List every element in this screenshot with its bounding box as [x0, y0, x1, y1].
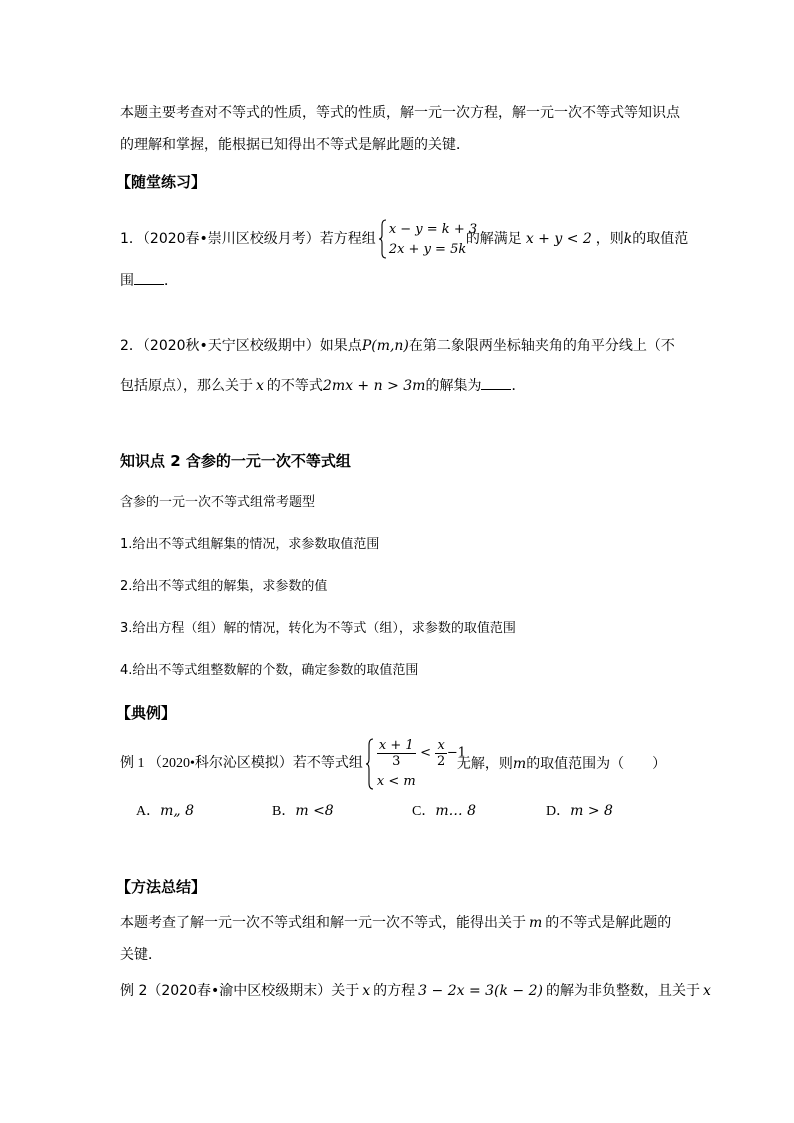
question-1-line-2: 围 ． — [120, 270, 178, 291]
system-inequality-2: x < m — [376, 774, 416, 789]
operator: < — [420, 745, 432, 761]
variable-m: m — [529, 915, 543, 931]
example-label: 例 1 （2020•科尔沁区模拟）若不等式组 — [120, 756, 363, 771]
option-d — [546, 800, 613, 820]
knowledge-item: 4.给出不等式组整数解的个数，确定参数的取值范围 — [120, 663, 419, 678]
question-source: （2020春•崇川区校级月考）若方程组 — [142, 231, 376, 247]
system-equation-1: x − y = k + 3 — [388, 222, 478, 237]
answer-blank — [134, 270, 164, 285]
text: 围 — [120, 273, 134, 289]
inequality: 2mx + n > 3m — [322, 378, 426, 394]
text: 包括原点），那么关于 — [120, 378, 253, 394]
inequality-system — [365, 738, 466, 790]
summary-line-2: 的理解和掌握，能根据已知得出不等式是解此题的关键． — [120, 137, 470, 153]
text: 的不等式是解此题的 — [545, 915, 672, 931]
option-value: m… 8 — [435, 803, 476, 819]
fraction — [435, 738, 446, 769]
knowledge-intro: 含参的一元一次不等式组常考题型 — [120, 495, 316, 510]
option-label: A． — [136, 804, 161, 819]
option-b — [272, 800, 334, 820]
option-value: m <8 — [295, 803, 334, 819]
option-c — [412, 800, 476, 820]
question-2-line-2: 包括原点），那么关于 x 的不等式2mx + n > 3m的解集为 ． — [120, 375, 525, 396]
text: 的解为非负整数，且关于 — [545, 983, 700, 999]
answer-blank — [481, 375, 511, 390]
equation-system — [378, 219, 478, 259]
variable-m: m — [512, 756, 527, 772]
equation: 3 − 2x = 3(k − 2) — [418, 983, 543, 999]
question-2-line-1 — [120, 336, 675, 356]
example-1 — [120, 738, 666, 790]
knowledge-item: 1.给出不等式组解集的情况，求参数取值范围 — [120, 537, 380, 552]
text: 的方程 — [373, 983, 416, 999]
system-inequality-1 — [377, 738, 466, 769]
text: 的取值范围为（ ） — [526, 756, 667, 772]
text: 的解满足 — [465, 231, 522, 247]
system-equation-2: 2x + y = 5k — [388, 242, 467, 257]
knowledge-item: 3.给出方程（组）解的情况，转化为不等式（组），求参数的取值范围 — [120, 621, 516, 636]
text: 的解集为 — [425, 378, 482, 394]
left-brace-icon — [365, 738, 375, 790]
example-heading: 【典例】 — [116, 704, 177, 722]
option-label: C． — [412, 804, 436, 819]
numerator: x + 1 — [378, 738, 414, 753]
condition: x + y < 2 — [525, 231, 592, 247]
variable-x: x — [702, 983, 711, 999]
question-number: 1． — [120, 231, 143, 247]
method-line-1 — [120, 913, 671, 933]
denominator: 3 — [392, 754, 401, 769]
numerator: x — [437, 738, 445, 753]
constant: −1 — [446, 745, 466, 761]
method-line-2: 关键． — [120, 947, 162, 963]
text: 的不等式 — [266, 378, 323, 394]
option-label: D． — [546, 804, 571, 819]
option-a — [136, 800, 194, 820]
question-1-line-1 — [120, 219, 688, 259]
question-source: （2020秋•天宁区校级期中）如果点 — [142, 338, 362, 354]
denominator: 2 — [437, 754, 446, 769]
variable-k: k — [623, 231, 633, 247]
method-heading: 【方法总结】 — [116, 878, 207, 896]
text: 无解，则 — [456, 756, 513, 772]
point: P(m,n) — [361, 338, 409, 354]
knowledge-item: 2.给出不等式组的解集，求参数的值 — [120, 579, 328, 594]
variable-x: x — [256, 378, 264, 394]
text: 本题考查了解一元一次不等式组和解一元一次不等式，能得出关于 — [120, 915, 526, 931]
text: 的取值范 — [632, 231, 689, 247]
summary-line-1: 本题主要考查对不等式的性质，等式的性质，解一元一次方程，解一元一次不等式等知识点 — [120, 105, 680, 121]
practice-heading: 【随堂练习】 — [116, 173, 207, 191]
example-label: 例 2（2020春•渝中区校级期末）关于 — [120, 983, 360, 999]
option-value: m„ 8 — [160, 803, 195, 819]
option-value: m > 8 — [570, 803, 613, 819]
variable-x: x — [362, 983, 371, 999]
fraction — [377, 738, 416, 769]
text: ，则 — [595, 231, 624, 247]
text: 在第二象限两坐标轴夹角的角平分线上（不 — [408, 338, 675, 354]
left-brace-icon — [378, 219, 388, 259]
option-label: B． — [272, 804, 296, 819]
knowledge-heading: 知识点 2 含参的一元一次不等式组 — [120, 452, 351, 470]
question-number: 2． — [120, 338, 143, 354]
example-2-line-1 — [120, 981, 711, 1001]
